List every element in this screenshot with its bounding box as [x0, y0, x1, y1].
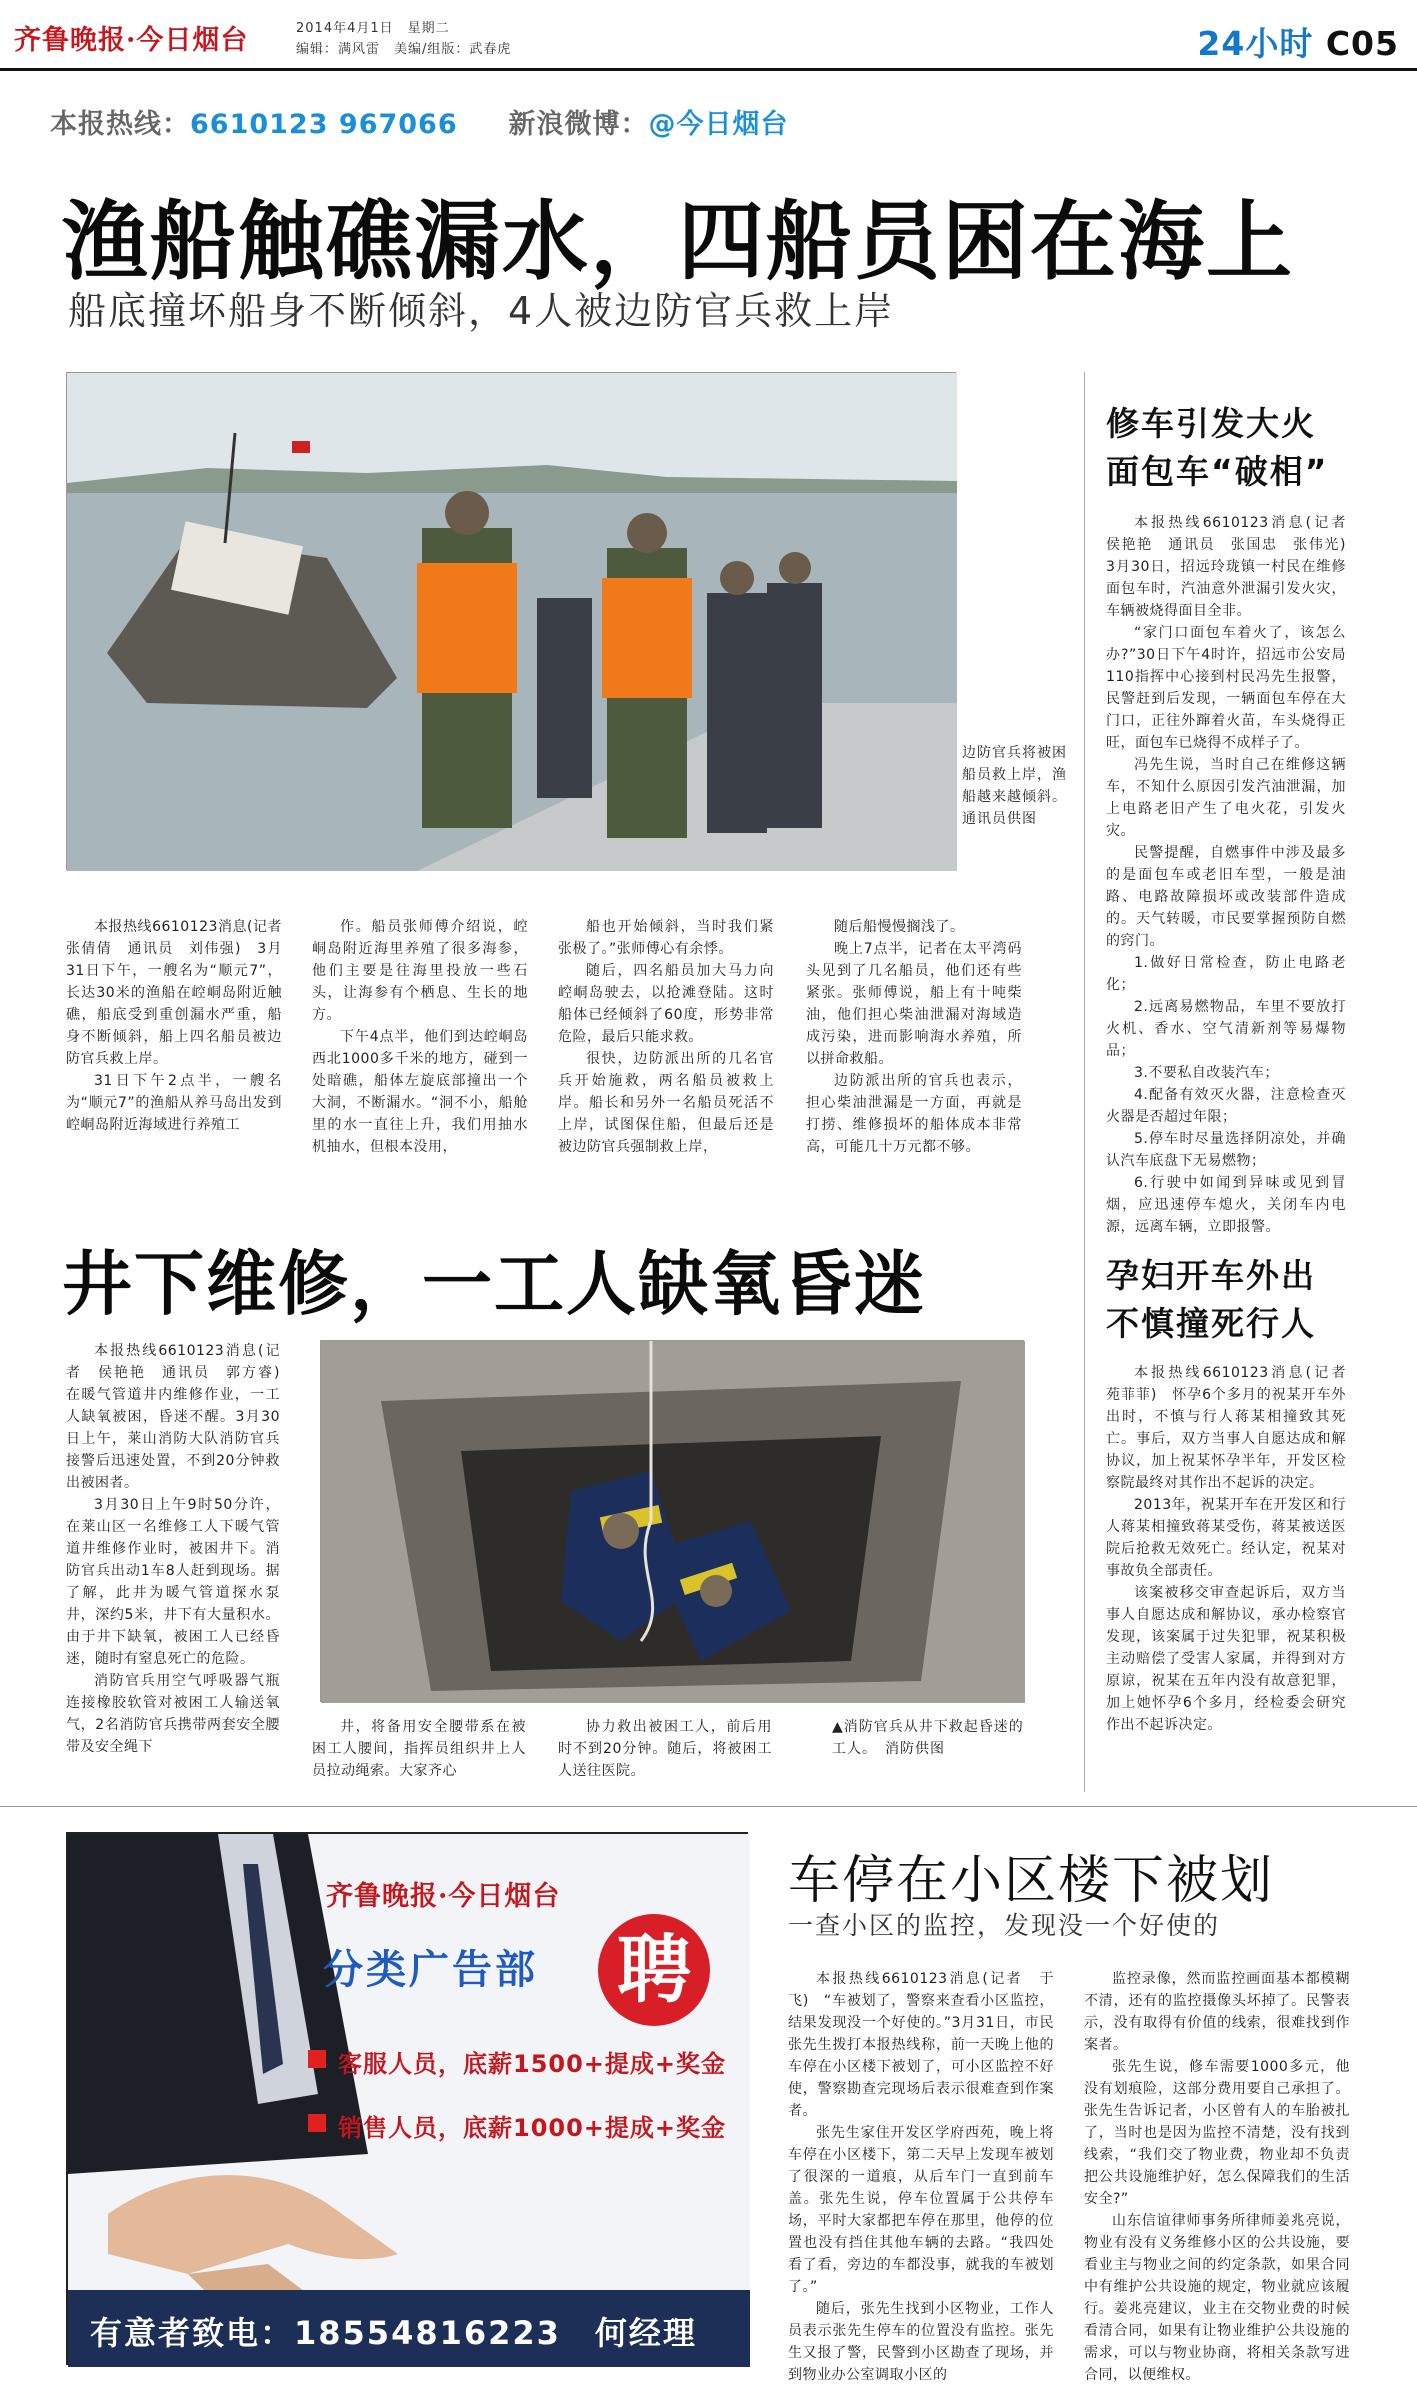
- story2-headline: 井下维修，一工人缺氧昏迷: [62, 1243, 926, 1325]
- story1-col-1: 本报热线6610123消息(记者 张倩倩 通讯员 刘伟强) 3月31日下午，一艘名为“顺元7”，长达30米的渔船在崆峒岛附近触礁，船底受到重创漏水严重，船身不断倾斜，船上四名船员被边防官兵救上岸。 31日下午2点半，一艘名为“顺元7”的渔船从养马岛出发到崆峒岛附近海域进行养殖工: [66, 919, 297, 1133]
- weibo-handle: @今日烟台: [648, 109, 789, 140]
- sidebar1-title: [1106, 400, 1328, 496]
- hotline-label: 本报热线：: [50, 109, 190, 140]
- hotline-numbers: 6610123 967066: [190, 109, 458, 140]
- date-line: 2014年4月1日 星期二: [296, 21, 450, 36]
- story3-headline: 车停在小区楼下被划: [788, 1851, 1275, 1911]
- masthead-logo: [14, 18, 248, 57]
- sidebar1-title-line1: 修车引发大火: [1106, 404, 1316, 443]
- edition-label: [1197, 18, 1399, 65]
- ad-contact: 有意者致电：18554816223 何经理: [90, 2314, 697, 2352]
- editors-line: 编辑：满风雷 美编/组版：武春虎: [296, 42, 512, 57]
- sidebar2-title-line1: 孕妇开车外出: [1106, 1256, 1316, 1295]
- ad-brand: 齐鲁晚报·今日烟台: [326, 1881, 561, 1912]
- well-rescue-image: [321, 1341, 1025, 1703]
- section-name: ·今日烟台: [126, 25, 249, 56]
- paper-name: 齐鲁晚报: [14, 25, 126, 56]
- edition-name: 24小时: [1197, 24, 1314, 63]
- masthead-rule: [0, 68, 1417, 71]
- classified-ad: [66, 1832, 748, 2365]
- story2-photo: [320, 1340, 1024, 1702]
- sidebar2-title-line2: 不慎撞死行人: [1106, 1304, 1316, 1343]
- story1-col-3: 船也开始倾斜，当时我们紧张极了。”张师傅心有余悸。 随后，四名船员加大马力向崆峒岛驶去，以抢滩登陆。这时船体已经倾斜了60度，形势非常危险，最后只能求救。 很快，边防派出所的几名官兵开始施救，两名船员被救上岸。船长和另外一名船员死活不上岸，试图保住船，但最后还是被边防官兵强制救上岸，: [558, 919, 774, 1155]
- page-code: C05: [1325, 24, 1399, 63]
- rescue-scene-image: [67, 373, 957, 871]
- story1-col-2: 作。船员张师傅介绍说，崆峒岛附近海里养殖了很多海参，他们主要是往海里投放一些石头，让海参有个栖息、生长的地方。 下午4点半，他们到达崆峒岛西北1000多千米的地方，碰到一处暗礁，船体左旋底部撞出一个大洞，不断漏水。“洞不小，船舱里的水一直往上升，我们用抽水机抽水，但根本没用，: [312, 919, 528, 1155]
- section-rule: [0, 1806, 1417, 1807]
- story1-photo: [66, 372, 956, 870]
- sidebar2-title: [1106, 1252, 1316, 1348]
- story3-subhead: 一查小区的监控，发现没一个好使的: [788, 1911, 1221, 1940]
- sidebar1-title-line2: 面包车“破相”: [1106, 452, 1329, 491]
- sidebar-divider: [1084, 372, 1085, 1792]
- bullet-square-icon: [308, 2050, 326, 2068]
- story2-col-1: 本报热线6610123消息(记者 侯艳艳 通讯员 郭方睿) 在暖气管道井内维修作业，一工人缺氧被困，昏迷不醒。3月30日上午，莱山消防大队消防官兵接警后迅速处置，不到20分钟救出被困者。 3月30日上午9时50分许，在莱山区一名维修工人下暖气管道井维修作业时，被困井下。消防官兵出动1车8人赶到现场。据了解，此井为暖气管道探水泵井，深约5米，井下有大量积水。由于井下缺氧，被困工人已经昏迷，随时有窒息死亡的危险。 消防官兵用空气呼吸器气瓶连接橡胶软管对被困工人输送氧气，2名消防官兵携带两套安全腰带及安全绳下: [66, 1343, 295, 1755]
- story2-caption: ▲消防官兵从井下救起昏迷的工人。 消防供图: [832, 1719, 1024, 1757]
- ad-dept: 分类广告部: [323, 1947, 538, 1993]
- story2-col-2: 井，将备用安全腰带系在被困工人腰间，指挥员组织井上人员拉动绳索。大家齐心: [312, 1719, 526, 1779]
- sidebar1-body: 本报热线6610123消息(记者 侯艳艳 通讯员 张国忠 张伟光) 3月30日，招远玲珑镇一村民在维修面包车时，汽油意外泄漏引发火灾，车辆被烧得面目全非。 “家门口面包车着火了，该怎么办?”30日下午4时许，招远市公安局110指挥中心接到村民冯先生报警，民警赶到后发现，一辆面包车停在大门口，正往外蹿着火苗，车头烧得正旺，面包车已烧得不成样子了。 冯先生说，当时自己在维修这辆车，不知什么原因引发汽油泄漏，加上电路老旧产生了电火花，引发火灾。 民警提醒，自燃事件中涉及最多的是面包车或老旧车型，一般是油路、电路故障损坏或改装部件造成的。天气转暖，市民要掌握预防自燃的窍门。 1.做好日常检查，防止电路老化； 2.远离易燃物品，车里不要放打火机、香水、空气清新剂等易爆物品； 3.不要私自改装汽车； 4.配备有效灭火器，注意检查灭火器是否超过年限； 5.停车时尽量选择阴凉处，并确认汽车底盘下无易燃物； 6.行驶中如闻到异味或见到冒烟，应迅速停车熄火，关闭车内电源，远离车辆，立即报警。: [1106, 515, 1361, 1235]
- story3-col-1: 本报热线6610123消息(记者 于飞) “车被划了，警察来查看小区监控，结果发现没一个好使的。”3月31日，市民张先生拨打本报热线称，前一天晚上他的车停在小区楼下被划了，可小区监控不好使，警察勘查完现场后表示很难查到作案者。 张先生家住开发区学府西苑，晚上将车停在小区楼下，第二天早上发现车被划了很深的一道痕，从后车门一直到前车盖。张先生说，停车位置属于公共停车场，平时大家都把车停在那里，他停的位置也没有挡住其他车辆的去路。“我四处看了看，旁边的车都没事，就我的车被划了。” 随后，张先生找到小区物业，工作人员表示张先生停车的位置没有监控。张先生又报了警，民警到小区勘查了现场，并到物业办公室调取小区的: [788, 1971, 1054, 2383]
- sidebar2-body: 本报热线6610123消息(记者 苑菲菲) 怀孕6个多月的祝某开车外出时，不慎与行人蒋某相撞致其死亡。事后，双方当事人自愿达成和解协议，加上祝某怀孕半年，开发区检察院最终对其作出不起诉的决定。 2013年，祝某开车在开发区和行人蒋某相撞致蒋某受伤，蒋某被送医院后抢救无效死亡。经认定，祝某对事故负全部责任。 该案被移交审查起诉后，双方当事人自愿达成和解协议，承办检察官发现，该案属于过失犯罪，祝某积极主动赔偿了受害人家属，并得到对方原谅，祝某在五年内没有故意犯罪，加上她怀孕6个多月，经检委会研究作出不起诉决定。: [1106, 1365, 1361, 1733]
- story1-headline: 渔船触礁漏水，四船员困在海上: [62, 191, 1294, 292]
- issue-info: [296, 18, 511, 60]
- bullet-square-icon: [308, 2114, 326, 2132]
- ad-hire-badge: 聘: [598, 1914, 710, 2026]
- ad-job-2: 销售人员，底薪1000+提成+奖金: [338, 2114, 727, 2142]
- story2-col-3: 协力救出被困工人，前后用时不到20分钟。随后，将被困工人送往医院。: [558, 1719, 772, 1779]
- story3-col-2: 监控录像，然而监控画面基本都模糊不清，还有的监控摄像头坏掉了。民警表示，没有取得有价值的线索，很难找到作案者。 张先生说，修车需要1000多元，他没有划痕险，这部分费用要自己承担了。张先生告诉记者，小区曾有人的车胎被扎了，当时也是因为监控不清楚，没有找到线索，“我们交了物业费，物业却不负责把公共设施维护好，怎么保障我们的生活安全?” 山东信谊律师事务所律师姜兆亮说，物业有没有义务维修小区的公共设施，要看业主与物业之间的约定条款，如果合同中有维护公共设施的规定，物业就应该履行。姜兆亮建议，业主在交物业费的时候看清合同，如果有让物业维护公共设施的需求，可以与物业协商，将相关条款写进合同，以便维权。: [1084, 1971, 1350, 2383]
- story1-caption: 边防官兵将被困船员救上岸，渔船越来越倾斜。 通讯员供图: [962, 745, 1075, 827]
- story1-subhead: 船底撞坏船身不断倾斜，4人被边防官兵救上岸: [68, 289, 895, 333]
- weibo-label: 新浪微博：: [508, 109, 649, 140]
- ad-job-1: 客服人员，底薪1500+提成+奖金: [338, 2050, 727, 2078]
- story1-col-4: 随后船慢慢搁浅了。 晚上7点半，记者在太平湾码头见到了几名船员，他们还有些紧张。张师傅说，船上有十吨柴油，他们担心柴油泄漏对海域造成污染，进而影响海水养殖，所以拼命救船。 边防派出所的官兵也表示，担心柴油泄漏是一方面，再就是打捞、维修损坏的船体成本非常高，可能几十万元都不够。: [806, 919, 1022, 1155]
- hotline-bar: [50, 102, 788, 141]
